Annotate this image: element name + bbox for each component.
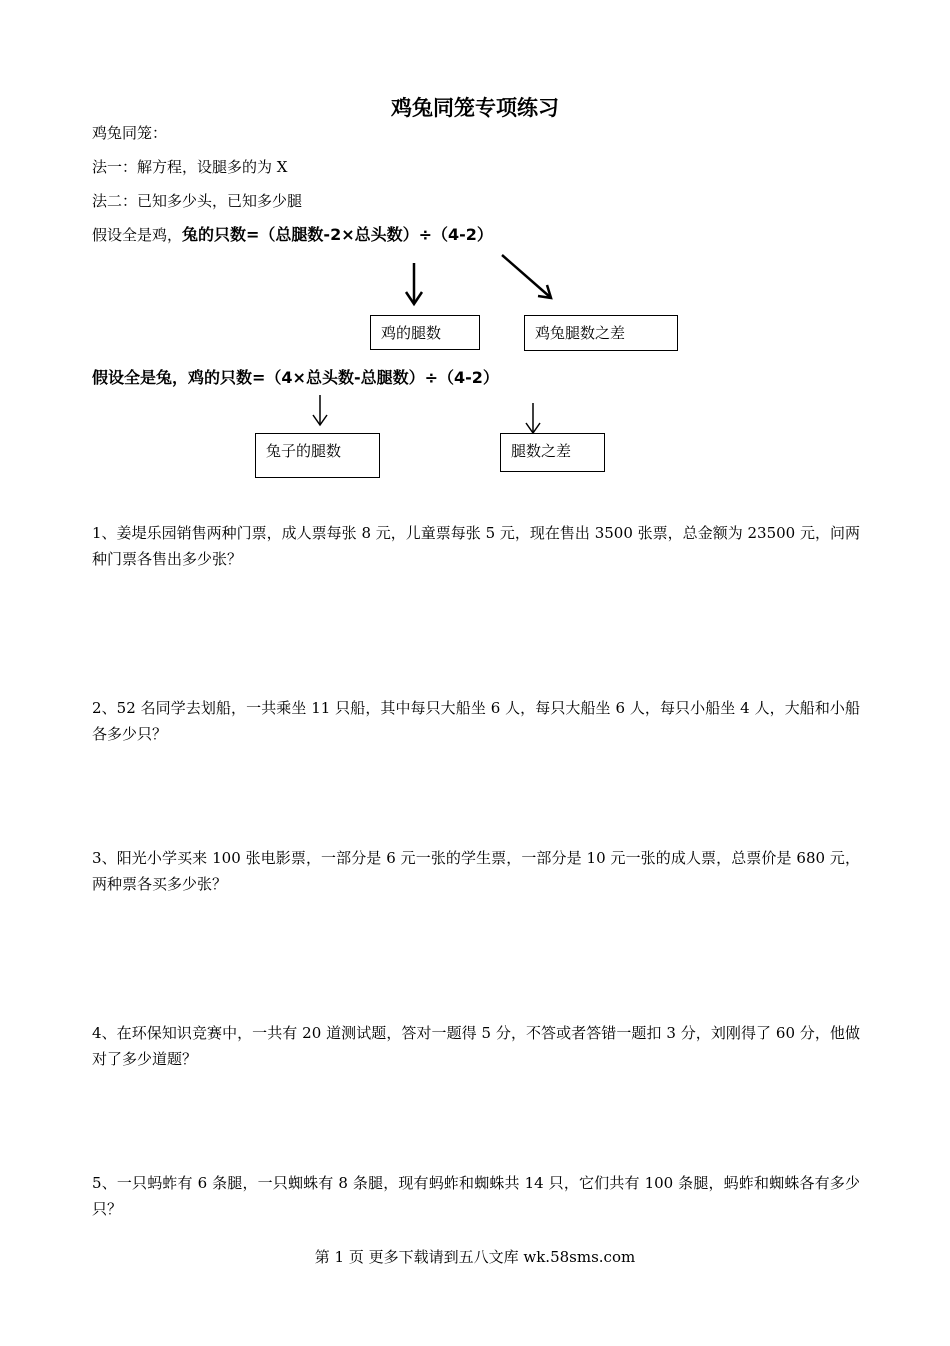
formula-two: 假设全是兔，鸡的只数=（4×总头数-总腿数）÷（4-2） [92,368,499,387]
question-4: 4、在环保知识竞赛中，一共有 20 道测试题，答对一题得 5 分，不答或者答错一题扣 3 分，刘刚得了 60 分，他做对了多少道题？ [92,1024,860,1068]
box-chicken-legs: 鸡的腿数 [370,315,480,350]
question-2: 2、52 名同学去划船，一共乘坐 11 只船，其中每只大船坐 6 人，每只大船坐 6 人，每只小船坐 4 人，大船和小船各多少只？ [92,699,860,743]
arrow-to-leg-difference [502,255,550,297]
intro-heading: 鸡兔同笼： [92,124,168,142]
box-leg-difference: 鸡兔腿数之差 [524,315,678,351]
box-leg-difference-2: 腿数之差 [500,433,605,472]
formula-one-line [92,222,493,245]
question-1: 1、姜堤乐园销售两种门票，成人票每张 8 元，儿童票每张 5 元，现在售出 3500 张票，总金额为 23500 元，问两种门票各售出多少张？ [92,524,860,568]
method-two: 法二：已知多少头，已知多少腿 [92,192,303,210]
formula-one-prefix: 假设全是鸡， [92,226,183,244]
method-one: 法一：解方程，设腿多的为 X [92,158,288,176]
question-3: 3、阳光小学买来 100 张电影票，一部分是 6 元一张的学生票，一部分是 10 元一张的成人票，总票价是 680 元，两种票各买多少张？ [92,849,860,893]
question-5: 5、一只蚂蚱有 6 条腿，一只蜘蛛有 8 条腿，现有蚂蚱和蜘蛛共 14 只，它们共有 100 条腿，蚂蚱和蜘蛛各有多少只？ [92,1174,860,1218]
box-rabbit-legs: 兔子的腿数 [255,433,380,478]
formula-one: 兔的只数=（总腿数-2×总头数）÷（4-2） [182,225,493,244]
page-title: 鸡兔同笼专项练习 [391,95,559,120]
page-footer: 第 1 页 更多下载请到五八文库 wk.58sms.com [314,1248,636,1266]
